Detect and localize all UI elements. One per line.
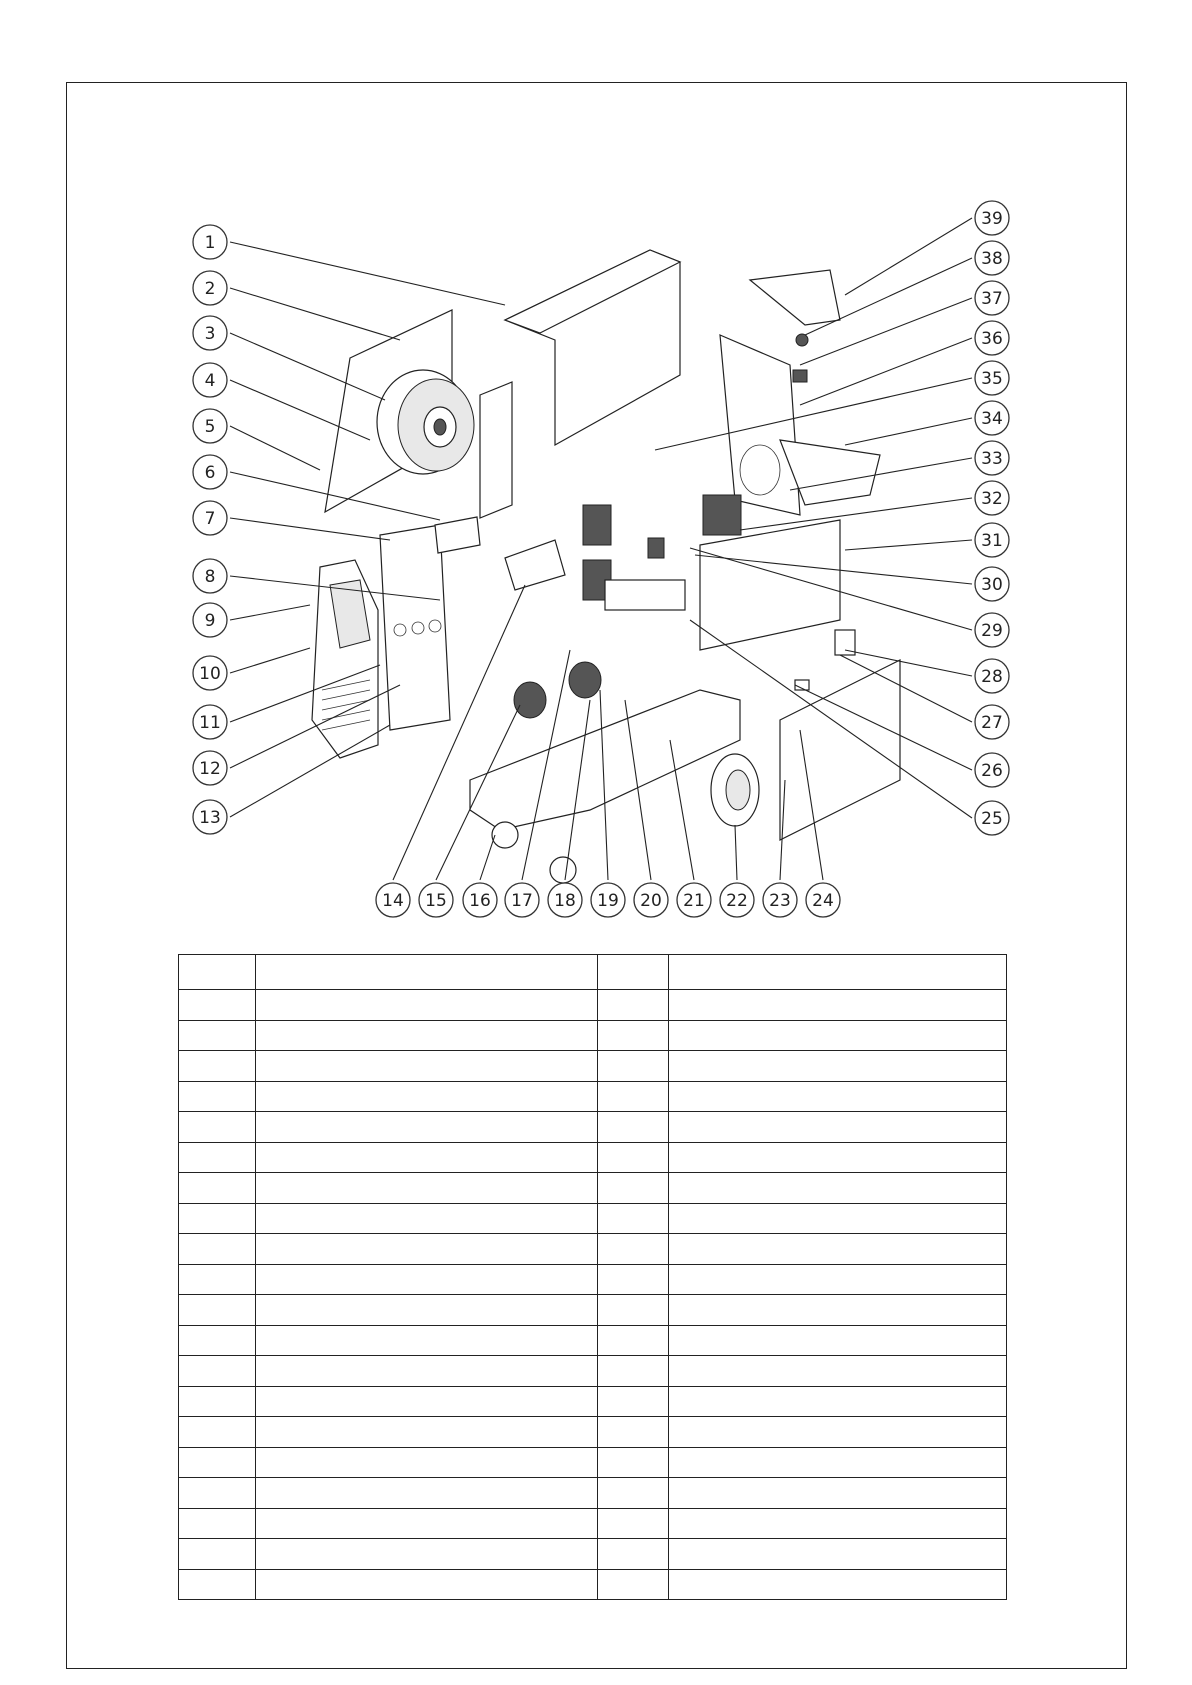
table-row <box>179 1539 1007 1570</box>
table-cell <box>256 1112 598 1143</box>
table-cell <box>256 1264 598 1295</box>
callout-10-label: 10 <box>199 664 221 684</box>
callout-5-label: 5 <box>204 417 216 437</box>
table-row <box>179 1142 1007 1173</box>
callout-9-label: 9 <box>204 611 216 631</box>
callout-25-label: 25 <box>981 809 1003 829</box>
table-cell <box>598 990 669 1021</box>
table-cell <box>669 1539 1007 1570</box>
callout-39-label: 39 <box>981 209 1003 229</box>
table-cell <box>256 1508 598 1539</box>
heatsink <box>583 505 611 545</box>
callout-4-label: 4 <box>204 371 216 391</box>
table-cell <box>669 1569 1007 1600</box>
table-cell <box>598 1020 669 1051</box>
table-cell <box>669 1447 1007 1478</box>
table-cell <box>256 1051 598 1082</box>
table-cell <box>669 1112 1007 1143</box>
table-cell <box>179 1447 256 1478</box>
table-row <box>179 1569 1007 1600</box>
table-cell <box>179 990 256 1021</box>
table-cell <box>669 1508 1007 1539</box>
table-cell <box>669 1173 1007 1204</box>
table-row <box>179 1386 1007 1417</box>
table-cell <box>256 1203 598 1234</box>
callout-1-label: 1 <box>204 233 216 253</box>
callout-16-label: 16 <box>469 891 491 911</box>
table-cell <box>669 1386 1007 1417</box>
callout-33-label: 33 <box>981 449 1003 469</box>
table-cell <box>256 1539 598 1570</box>
table-row <box>179 1173 1007 1204</box>
callout-8-label: 8 <box>204 567 216 587</box>
table-row <box>179 1295 1007 1326</box>
table-cell <box>256 1081 598 1112</box>
callout-23-label: 23 <box>769 891 791 911</box>
rear-panel <box>720 335 800 515</box>
table-cell <box>669 1417 1007 1448</box>
callout-19-label: 19 <box>597 891 619 911</box>
table-cell <box>256 1569 598 1600</box>
table-cell <box>598 1447 669 1478</box>
caster-wheel <box>492 822 518 848</box>
callout-22-label: 22 <box>726 891 748 911</box>
callout-26-label: 26 <box>981 761 1003 781</box>
parts-list-table <box>178 954 1007 1600</box>
table-cell <box>179 1508 256 1539</box>
callout-21-label: 21 <box>683 891 705 911</box>
table-cell <box>179 1325 256 1356</box>
table-cell <box>179 1081 256 1112</box>
table-cell <box>598 1478 669 1509</box>
callout-27-label: 27 <box>981 713 1003 733</box>
control-panel <box>380 525 450 730</box>
table-cell <box>669 1295 1007 1326</box>
table-cell <box>598 1264 669 1295</box>
table-cell <box>598 1386 669 1417</box>
table-cell <box>179 1539 256 1570</box>
table-cell <box>669 1234 1007 1265</box>
table-cell <box>256 1478 598 1509</box>
table-cell <box>598 1356 669 1387</box>
callout-18-label: 18 <box>554 891 576 911</box>
table-row <box>179 1478 1007 1509</box>
table-cell <box>598 1051 669 1082</box>
table-cell <box>598 1142 669 1173</box>
table-cell <box>256 1234 598 1265</box>
table-cell <box>669 1142 1007 1173</box>
table-cell <box>598 1569 669 1600</box>
table-cell <box>179 1356 256 1387</box>
table-cell <box>256 1142 598 1173</box>
table-cell <box>179 955 256 990</box>
callout-3-label: 3 <box>204 324 216 344</box>
main-pcb <box>505 540 565 590</box>
table-row <box>179 1203 1007 1234</box>
table-cell <box>669 1203 1007 1234</box>
table-cell <box>179 1051 256 1082</box>
table-cell <box>179 1569 256 1600</box>
callout-17-label: 17 <box>511 891 533 911</box>
table-cell <box>669 955 1007 990</box>
table-cell <box>179 1142 256 1173</box>
callout-29-label: 29 <box>981 621 1003 641</box>
table-cell <box>179 1112 256 1143</box>
callout-36-label: 36 <box>981 329 1003 349</box>
table-cell <box>669 990 1007 1021</box>
table-cell <box>179 1234 256 1265</box>
table-cell <box>598 1081 669 1112</box>
table-cell <box>598 1417 669 1448</box>
table-cell <box>256 1020 598 1051</box>
callout-2-label: 2 <box>204 279 216 299</box>
table-cell <box>669 1264 1007 1295</box>
callout-37-label: 37 <box>981 289 1003 309</box>
table-row <box>179 1447 1007 1478</box>
callout-12-label: 12 <box>199 759 221 779</box>
table-row <box>179 1356 1007 1387</box>
table-cell <box>598 1325 669 1356</box>
table-cell <box>256 1386 598 1417</box>
table-row <box>179 1325 1007 1356</box>
spool-bracket <box>480 382 512 518</box>
table-cell <box>669 1478 1007 1509</box>
table-cell <box>598 1112 669 1143</box>
table-cell <box>256 1325 598 1356</box>
callout-30-label: 30 <box>981 575 1003 595</box>
callout-20-label: 20 <box>640 891 662 911</box>
table-cell <box>256 1356 598 1387</box>
table-cell <box>179 1020 256 1051</box>
table-cell <box>598 955 669 990</box>
wire-feeder-motor <box>514 682 546 718</box>
display-pcb <box>435 517 480 553</box>
table-cell <box>179 1173 256 1204</box>
table-row <box>179 1234 1007 1265</box>
table-cell <box>179 1478 256 1509</box>
table-cell <box>598 1234 669 1265</box>
table-cell <box>598 1203 669 1234</box>
callout-15-label: 15 <box>425 891 447 911</box>
table-cell <box>598 1539 669 1570</box>
table-cell <box>669 1051 1007 1082</box>
table-row <box>179 1112 1007 1143</box>
callout-7-label: 7 <box>204 509 216 529</box>
table-row <box>179 990 1007 1021</box>
table-cell <box>669 1020 1007 1051</box>
table-row <box>179 1020 1007 1051</box>
table-row <box>179 1051 1007 1082</box>
table-cell <box>179 1264 256 1295</box>
callout-32-label: 32 <box>981 489 1003 509</box>
callout-6-label: 6 <box>204 463 216 483</box>
callout-11-label: 11 <box>199 713 221 733</box>
table-cell <box>256 1447 598 1478</box>
table-cell <box>256 990 598 1021</box>
table-cell <box>598 1508 669 1539</box>
callout-28-label: 28 <box>981 667 1003 687</box>
table-cell <box>179 1203 256 1234</box>
callout-35-label: 35 <box>981 369 1003 389</box>
table-row <box>179 1264 1007 1295</box>
table-cell <box>598 1173 669 1204</box>
table-row <box>179 1417 1007 1448</box>
callout-31-label: 31 <box>981 531 1003 551</box>
table-cell <box>256 1417 598 1448</box>
assembly-drawing <box>312 250 900 883</box>
table-cell <box>179 1417 256 1448</box>
table-cell <box>179 1295 256 1326</box>
table-cell <box>669 1081 1007 1112</box>
table-row <box>179 955 1007 990</box>
callout-24-label: 24 <box>812 891 834 911</box>
table-cell <box>256 1173 598 1204</box>
top-bracket <box>750 270 840 325</box>
callout-34-label: 34 <box>981 409 1003 429</box>
callout-38-label: 38 <box>981 249 1003 269</box>
table-cell <box>179 1386 256 1417</box>
callout-13-label: 13 <box>199 808 221 828</box>
table-cell <box>256 1295 598 1326</box>
table-cell <box>669 1356 1007 1387</box>
callout-14-label: 14 <box>382 891 404 911</box>
table-row <box>179 1081 1007 1112</box>
table-cell <box>669 1325 1007 1356</box>
table-cell <box>256 955 598 990</box>
cooling-fan <box>703 495 741 535</box>
table-cell <box>598 1295 669 1326</box>
table-row <box>179 1508 1007 1539</box>
